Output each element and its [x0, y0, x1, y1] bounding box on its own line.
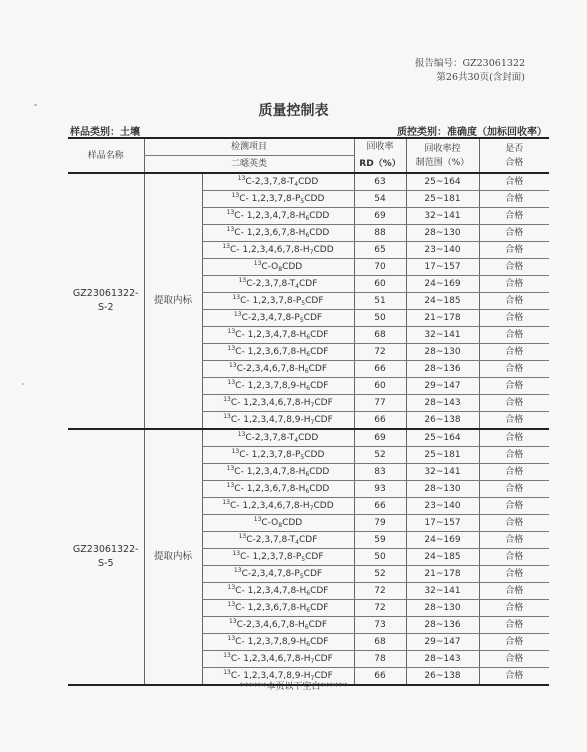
sample-type: 样品类别：土壤: [70, 127, 140, 138]
recovery-cell: 54: [354, 191, 406, 208]
compound-cell: $^{13}$C- $1,2,3,7,8-P_5CDD$: [202, 447, 354, 464]
recovery-cell: 72: [354, 583, 406, 600]
compound-cell: $^{13}$C- $1,2,3,4,7,8,9-H_7CDF$: [202, 668, 354, 686]
recovery-cell: 52: [354, 447, 406, 464]
compound-cell: $^{13}C-2,3,7,8-T_4CDF$: [202, 532, 354, 549]
recovery-cell: 66: [354, 668, 406, 686]
recovery-cell: 68: [354, 634, 406, 651]
range-cell: 32~141: [406, 464, 479, 481]
range-cell: 28~143: [406, 651, 479, 668]
range-cell: 28~143: [406, 395, 479, 412]
range-cell: 32~141: [406, 327, 479, 344]
judge-cell: 合格: [479, 634, 549, 651]
recovery-cell: 78: [354, 651, 406, 668]
recovery-cell: 66: [354, 498, 406, 515]
compound-cell: $^{13}$C- $1,2,3,7,8-P_5CDD$: [202, 191, 354, 208]
recovery-cell: 68: [354, 327, 406, 344]
compound-cell: $^{13}C-2,3,4,7,8-P_5CDF$: [202, 566, 354, 583]
judge-cell: 合格: [479, 208, 549, 225]
recovery-cell: 69: [354, 208, 406, 225]
compound-cell: $^{13}$C- $1,2,3,4,7,8-H_6CDD$: [202, 208, 354, 225]
judge-cell: 合格: [479, 242, 549, 259]
compound-cell: $^{13}$C- $1,2,3,4,7,8-H_6CDF$: [202, 327, 354, 344]
compound-cell: $^{13}$C- $1,2,3,7,8-P_5CDF$: [202, 293, 354, 310]
recovery-cell: 63: [354, 173, 406, 191]
compound-cell: $^{13}$C- $1,2,3,4,6,7,8-H_7CDF$: [202, 395, 354, 412]
range-cell: 17~157: [406, 515, 479, 532]
qc-type: 质控类别：准确度（加标回收率）: [397, 127, 547, 138]
range-cell: 25~164: [406, 429, 479, 447]
recovery-cell: 83: [354, 464, 406, 481]
range-cell: 23~140: [406, 498, 479, 515]
judge-cell: 合格: [479, 395, 549, 412]
compound-cell: $^{13}$C- $1,2,3,6,7,8-H_6CDD$: [202, 481, 354, 498]
sample-name-cell: GZ23061322- S-2: [68, 173, 144, 429]
range-cell: 21~178: [406, 566, 479, 583]
recovery-cell: 50: [354, 549, 406, 566]
judge-cell: 合格: [479, 566, 549, 583]
recovery-cell: 59: [354, 532, 406, 549]
compound-cell: $^{13}C-2,3,7,8-T_4CDF$: [202, 276, 354, 293]
header-judge: 是否 合格: [479, 138, 549, 173]
range-cell: 28~136: [406, 617, 479, 634]
judge-cell: 合格: [479, 668, 549, 686]
compound-cell: $^{13}$C- $1,2,3,6,7,8-H_6CDF$: [202, 600, 354, 617]
compound-cell: $^{13}$C- $1,2,3,4,6,7,8-H_7CDD$: [202, 242, 354, 259]
judge-cell: 合格: [479, 515, 549, 532]
judge-cell: 合格: [479, 481, 549, 498]
range-cell: 32~141: [406, 583, 479, 600]
compound-cell: $^{13}$C- $1,2,3,7,8-P_5CDF$: [202, 549, 354, 566]
compound-cell: $^{13}$C- $1,2,3,4,7,8-H_6CDF$: [202, 583, 354, 600]
compound-cell: $^{13}C-2,3,4,6,7,8-H_6CDF$: [202, 617, 354, 634]
recovery-cell: 66: [354, 361, 406, 378]
range-cell: 24~169: [406, 532, 479, 549]
range-cell: 29~147: [406, 378, 479, 395]
judge-cell: 合格: [479, 532, 549, 549]
recovery-cell: 60: [354, 378, 406, 395]
judge-cell: 合格: [479, 327, 549, 344]
judge-cell: 合格: [479, 378, 549, 395]
header-category: 二噁英类: [144, 156, 354, 174]
header-recovery: 回收率: [354, 138, 406, 156]
compound-cell: $^{13}C-2,3,4,6,7,8-H_6CDF$: [202, 361, 354, 378]
recovery-cell: 52: [354, 566, 406, 583]
compound-cell: $^{13}$C- $1,2,3,4,7,8,9-H_7CDF$: [202, 412, 354, 430]
header-item: 检测项目: [144, 138, 354, 156]
judge-cell: 合格: [479, 651, 549, 668]
judge-cell: 合格: [479, 600, 549, 617]
recovery-cell: 73: [354, 617, 406, 634]
range-cell: 28~130: [406, 600, 479, 617]
judge-cell: 合格: [479, 464, 549, 481]
compound-cell: $^{13}C-O_8CDD$: [202, 259, 354, 276]
recovery-cell: 50: [354, 310, 406, 327]
recovery-cell: 60: [354, 276, 406, 293]
range-cell: 28~130: [406, 344, 479, 361]
range-cell: 21~178: [406, 310, 479, 327]
judge-cell: 合格: [479, 447, 549, 464]
judge-cell: 合格: [479, 344, 549, 361]
range-cell: 32~141: [406, 208, 479, 225]
compound-cell: $^{13}C-O_8CDD$: [202, 515, 354, 532]
method-cell: 提取内标: [144, 429, 202, 685]
page-title: 质量控制表: [258, 103, 329, 119]
blank-below-note: ******本页以下空白******: [239, 682, 348, 692]
judge-cell: 合格: [479, 259, 549, 276]
range-cell: 25~164: [406, 173, 479, 191]
compound-cell: $^{13}$C- $1,2,3,7,8,9-H_6CDF$: [202, 378, 354, 395]
range-cell: 29~147: [406, 634, 479, 651]
recovery-cell: 72: [354, 344, 406, 361]
compound-cell: $^{13}$C- $1,2,3,7,8,9-H_6CDF$: [202, 634, 354, 651]
recovery-cell: 51: [354, 293, 406, 310]
compound-cell: $^{13}$C- $1,2,3,6,7,8-H_6CDD$: [202, 225, 354, 242]
recovery-cell: 77: [354, 395, 406, 412]
judge-cell: 合格: [479, 549, 549, 566]
judge-cell: 合格: [479, 310, 549, 327]
recovery-cell: 72: [354, 600, 406, 617]
judge-cell: 合格: [479, 361, 549, 378]
range-cell: 23~140: [406, 242, 479, 259]
compound-cell: $^{13}C-2,3,7,8-T_4CDD$: [202, 173, 354, 191]
compound-cell: $^{13}C-2,3,4,7,8-P_5CDF$: [202, 310, 354, 327]
judge-cell: 合格: [479, 412, 549, 430]
recovery-cell: 93: [354, 481, 406, 498]
header-rd: RD（%）: [354, 156, 406, 174]
recovery-cell: 65: [354, 242, 406, 259]
compound-cell: $^{13}$C- $1,2,3,4,6,7,8-H_7CDD$: [202, 498, 354, 515]
method-cell: 提取内标: [144, 173, 202, 429]
page-info: 第26共30页(含封面): [436, 72, 525, 83]
range-cell: 26~138: [406, 668, 479, 686]
report-number: 报告编号：GZ23061322: [414, 58, 525, 69]
table-row: [68, 173, 549, 191]
scan-mark: [22, 383, 24, 385]
range-cell: 24~185: [406, 293, 479, 310]
range-cell: 28~130: [406, 225, 479, 242]
quality-control-table: [68, 137, 549, 686]
range-cell: 25~181: [406, 191, 479, 208]
header-range: 回收率控 制范围（%）: [406, 138, 479, 173]
sample-name-cell: GZ23061322- S-5: [68, 429, 144, 685]
range-cell: 26~138: [406, 412, 479, 430]
judge-cell: 合格: [479, 276, 549, 293]
judge-cell: 合格: [479, 191, 549, 208]
judge-cell: 合格: [479, 429, 549, 447]
range-cell: 28~136: [406, 361, 479, 378]
recovery-cell: 69: [354, 429, 406, 447]
range-cell: 28~130: [406, 481, 479, 498]
range-cell: 24~185: [406, 549, 479, 566]
compound-cell: $^{13}$C- $1,2,3,4,6,7,8-H_7CDF$: [202, 651, 354, 668]
range-cell: 17~157: [406, 259, 479, 276]
compound-cell: $^{13}C-2,3,7,8-T_4CDD$: [202, 429, 354, 447]
header-sample-name: 样品名称: [68, 138, 144, 173]
compound-cell: $^{13}$C- $1,2,3,6,7,8-H_6CDF$: [202, 344, 354, 361]
table-row: [68, 429, 549, 447]
judge-cell: 合格: [479, 173, 549, 191]
judge-cell: 合格: [479, 617, 549, 634]
judge-cell: 合格: [479, 225, 549, 242]
judge-cell: 合格: [479, 583, 549, 600]
judge-cell: 合格: [479, 498, 549, 515]
compound-cell: $^{13}$C- $1,2,3,4,7,8-H_6CDD$: [202, 464, 354, 481]
recovery-cell: 66: [354, 412, 406, 430]
range-cell: 25~181: [406, 447, 479, 464]
range-cell: 24~169: [406, 276, 479, 293]
recovery-cell: 88: [354, 225, 406, 242]
judge-cell: 合格: [479, 293, 549, 310]
recovery-cell: 70: [354, 259, 406, 276]
recovery-cell: 79: [354, 515, 406, 532]
